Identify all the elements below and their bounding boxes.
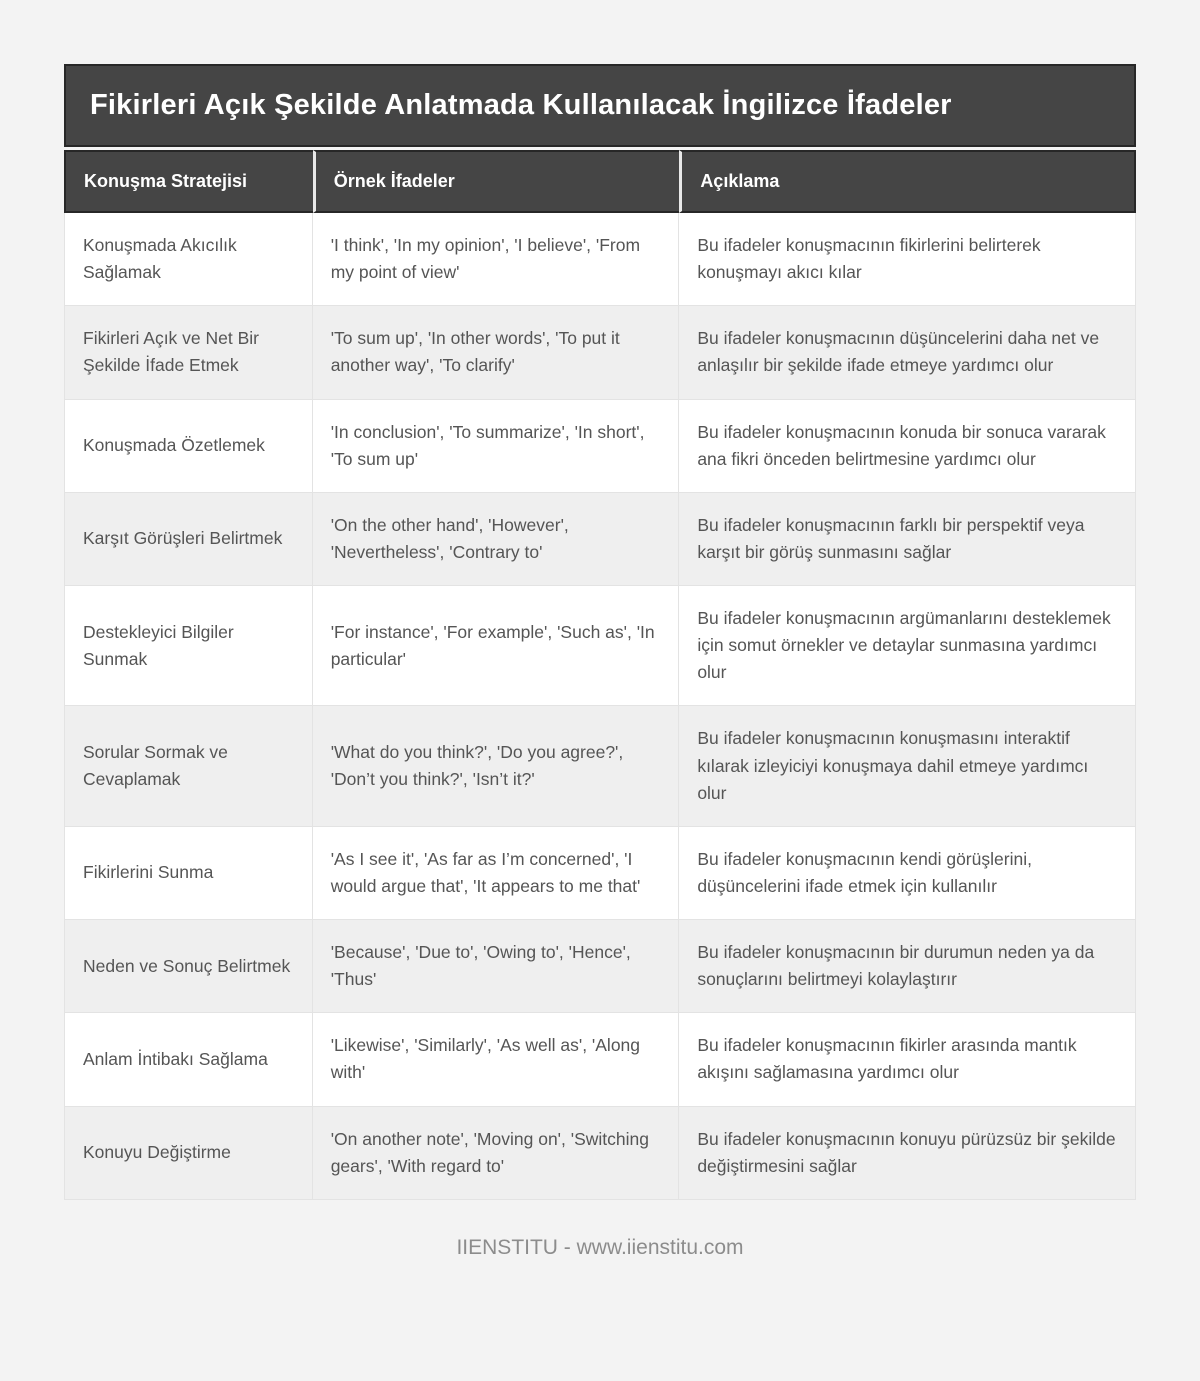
description-cell: Bu ifadeler konuşmacının konuşmasını interaktif kılarak izleyiciyi konuşmaya dahil etmeye yardımcı olur	[679, 706, 1136, 826]
strategy-cell: Konuyu Değiştirme	[64, 1107, 313, 1200]
strategy-cell: Anlam İntibakı Sağlama	[64, 1013, 313, 1106]
strategy-cell: Fikirleri Açık ve Net Bir Şekilde İfade Etmek	[64, 306, 313, 399]
table-header-row	[64, 150, 1136, 213]
table-row	[64, 213, 1136, 306]
examples-cell: 'What do you think?', 'Do you agree?', 'Don’t you think?', 'Isn’t it?'	[313, 706, 680, 826]
description-cell: Bu ifadeler konuşmacının bir durumun neden ya da sonuçlarını belirtmeyi kolaylaştırır	[679, 920, 1136, 1013]
strategy-cell: Neden ve Sonuç Belirtmek	[64, 920, 313, 1013]
strategy-cell: Karşıt Görüşleri Belirtmek	[64, 493, 313, 586]
examples-cell: 'On the other hand', 'However', 'Nevertheless', 'Contrary to'	[313, 493, 680, 586]
table-row	[64, 827, 1136, 920]
examples-cell: 'For instance', 'For example', 'Such as', 'In particular'	[313, 586, 680, 706]
table-row	[64, 493, 1136, 586]
table-row	[64, 920, 1136, 1013]
examples-cell: 'As I see it', 'As far as I’m concerned', 'I would argue that', 'It appears to me that'	[313, 827, 680, 920]
table-row	[64, 306, 1136, 399]
strategy-cell: Destekleyici Bilgiler Sunmak	[64, 586, 313, 706]
footer-branding: IIENSTITU - www.iienstitu.com	[456, 1235, 744, 1259]
examples-cell: 'Because', 'Due to', 'Owing to', 'Hence', 'Thus'	[313, 920, 680, 1013]
description-cell: Bu ifadeler konuşmacının argümanlarını desteklemek için somut örnekler ve detaylar sunmasına yardımcı olur	[679, 586, 1136, 706]
strategy-cell: Konuşmada Akıcılık Sağlamak	[64, 213, 313, 306]
description-cell: Bu ifadeler konuşmacının farklı bir perspektif veya karşıt bir görüş sunmasını sağlar	[679, 493, 1136, 586]
description-cell: Bu ifadeler konuşmacının fikirler arasında mantık akışını sağlamasına yardımcı olur	[679, 1013, 1136, 1106]
strategy-cell: Sorular Sormak ve Cevaplamak	[64, 706, 313, 826]
table-row	[64, 1013, 1136, 1106]
expressions-table	[64, 150, 1136, 1200]
table-row	[64, 586, 1136, 706]
column-header-strategy: Konuşma Stratejisi	[64, 150, 313, 213]
table-title: Fikirleri Açık Şekilde Anlatmada Kullanılacak İngilizce İfadeler	[64, 64, 1136, 147]
table-row	[64, 706, 1136, 826]
description-cell: Bu ifadeler konuşmacının konuda bir sonuca vararak ana fikri önceden belirtmesine yardımcı olur	[679, 400, 1136, 493]
strategy-cell: Konuşmada Özetlemek	[64, 400, 313, 493]
column-header-examples: Örnek İfadeler	[313, 150, 680, 213]
description-cell: Bu ifadeler konuşmacının kendi görüşlerini, düşüncelerini ifade etmek için kullanılır	[679, 827, 1136, 920]
column-header-description: Açıklama	[679, 150, 1136, 213]
description-cell: Bu ifadeler konuşmacının fikirlerini belirterek konuşmayı akıcı kılar	[679, 213, 1136, 306]
table-row	[64, 400, 1136, 493]
table-row	[64, 1107, 1136, 1200]
examples-cell: 'In conclusion', 'To summarize', 'In short', 'To sum up'	[313, 400, 680, 493]
examples-cell: 'Likewise', 'Similarly', 'As well as', 'Along with'	[313, 1013, 680, 1106]
examples-cell: 'I think', 'In my opinion', 'I believe', 'From my point of view'	[313, 213, 680, 306]
strategy-cell: Fikirlerini Sunma	[64, 827, 313, 920]
description-cell: Bu ifadeler konuşmacının düşüncelerini daha net ve anlaşılır bir şekilde ifade etmeye yardımcı olur	[679, 306, 1136, 399]
description-cell: Bu ifadeler konuşmacının konuyu pürüzsüz bir şekilde değiştirmesini sağlar	[679, 1107, 1136, 1200]
examples-cell: 'On another note', 'Moving on', 'Switching gears', 'With regard to'	[313, 1107, 680, 1200]
examples-cell: 'To sum up', 'In other words', 'To put it another way', 'To clarify'	[313, 306, 680, 399]
expressions-table-card	[64, 0, 1136, 1308]
